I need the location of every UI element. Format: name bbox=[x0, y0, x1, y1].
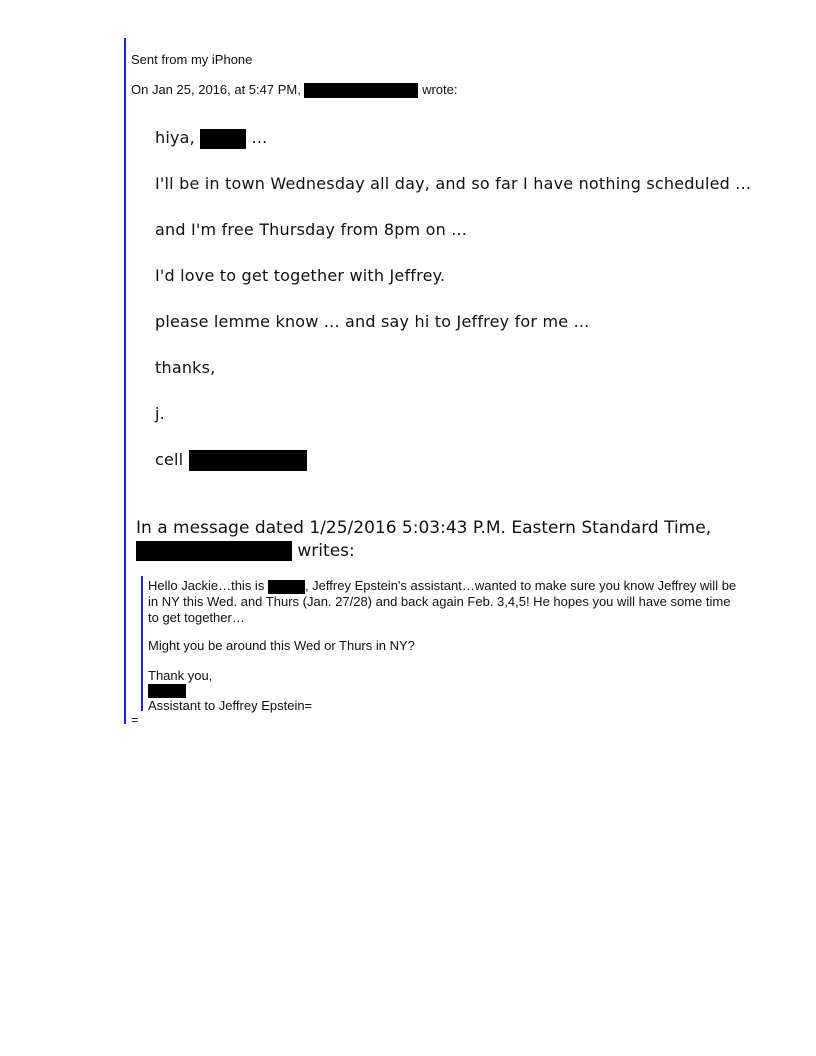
redaction-block bbox=[189, 450, 307, 471]
reply-line-4: please lemme know ... and say hi to Jeffrey for me ... bbox=[155, 312, 590, 331]
reply-line-5: thanks, bbox=[155, 358, 216, 377]
reply-header-prefix: On Jan 25, 2016, at 5:47 PM, bbox=[131, 82, 301, 97]
redaction-block bbox=[304, 83, 418, 98]
quoted-signature: Assistant to Jeffrey Epstein= bbox=[148, 698, 313, 713]
redaction-block bbox=[200, 129, 246, 149]
quoted-header-line-2 bbox=[136, 541, 355, 561]
reply-greeting bbox=[155, 128, 267, 149]
quoted-header-line-1: In a message dated 1/25/2016 5:03:43 P.M. Eastern Standard Time, bbox=[136, 518, 712, 538]
redaction-block bbox=[148, 684, 186, 698]
cell-label: cell bbox=[155, 450, 184, 469]
quoted-paragraph-1 bbox=[148, 578, 744, 626]
reply-cell-line bbox=[155, 450, 307, 471]
quote-bar-outer bbox=[124, 38, 126, 724]
quote-bar-inner bbox=[141, 576, 143, 711]
reply-header-suffix: wrote: bbox=[422, 82, 458, 97]
reply-line-3: I'd love to get together with Jeffrey. bbox=[155, 266, 446, 285]
reply-line-6: j. bbox=[155, 404, 165, 423]
reply-line-2: and I'm free Thursday from 8pm on ... bbox=[155, 220, 468, 239]
reply-line-1: I'll be in town Wednesday all day, and so far I have nothing scheduled ... bbox=[155, 174, 752, 193]
trailing-equals: = bbox=[131, 712, 139, 727]
reply-header bbox=[131, 82, 458, 98]
redaction-block bbox=[268, 580, 305, 594]
sent-from-line: Sent from my iPhone bbox=[131, 52, 253, 67]
quoted-p1-start: Hello Jackie…this is bbox=[148, 578, 265, 593]
greeting-tail: ... bbox=[251, 128, 268, 147]
redaction-block bbox=[136, 541, 292, 561]
quoted-header-writes: writes: bbox=[297, 541, 355, 561]
quoted-p1-rest: , Jeffrey Epstein's assistant…wanted to make sure you know Jeffrey will be in NY this Wed. and Thurs (Jan. 27/28) and back again Feb. 3,4,5! He hopes you will have some time to get together… bbox=[148, 578, 737, 625]
greeting-text: hiya, bbox=[155, 128, 195, 147]
quoted-paragraph-2: Might you be around this Wed or Thurs in NY? bbox=[148, 638, 415, 653]
quoted-paragraph-3: Thank you, bbox=[148, 668, 213, 683]
